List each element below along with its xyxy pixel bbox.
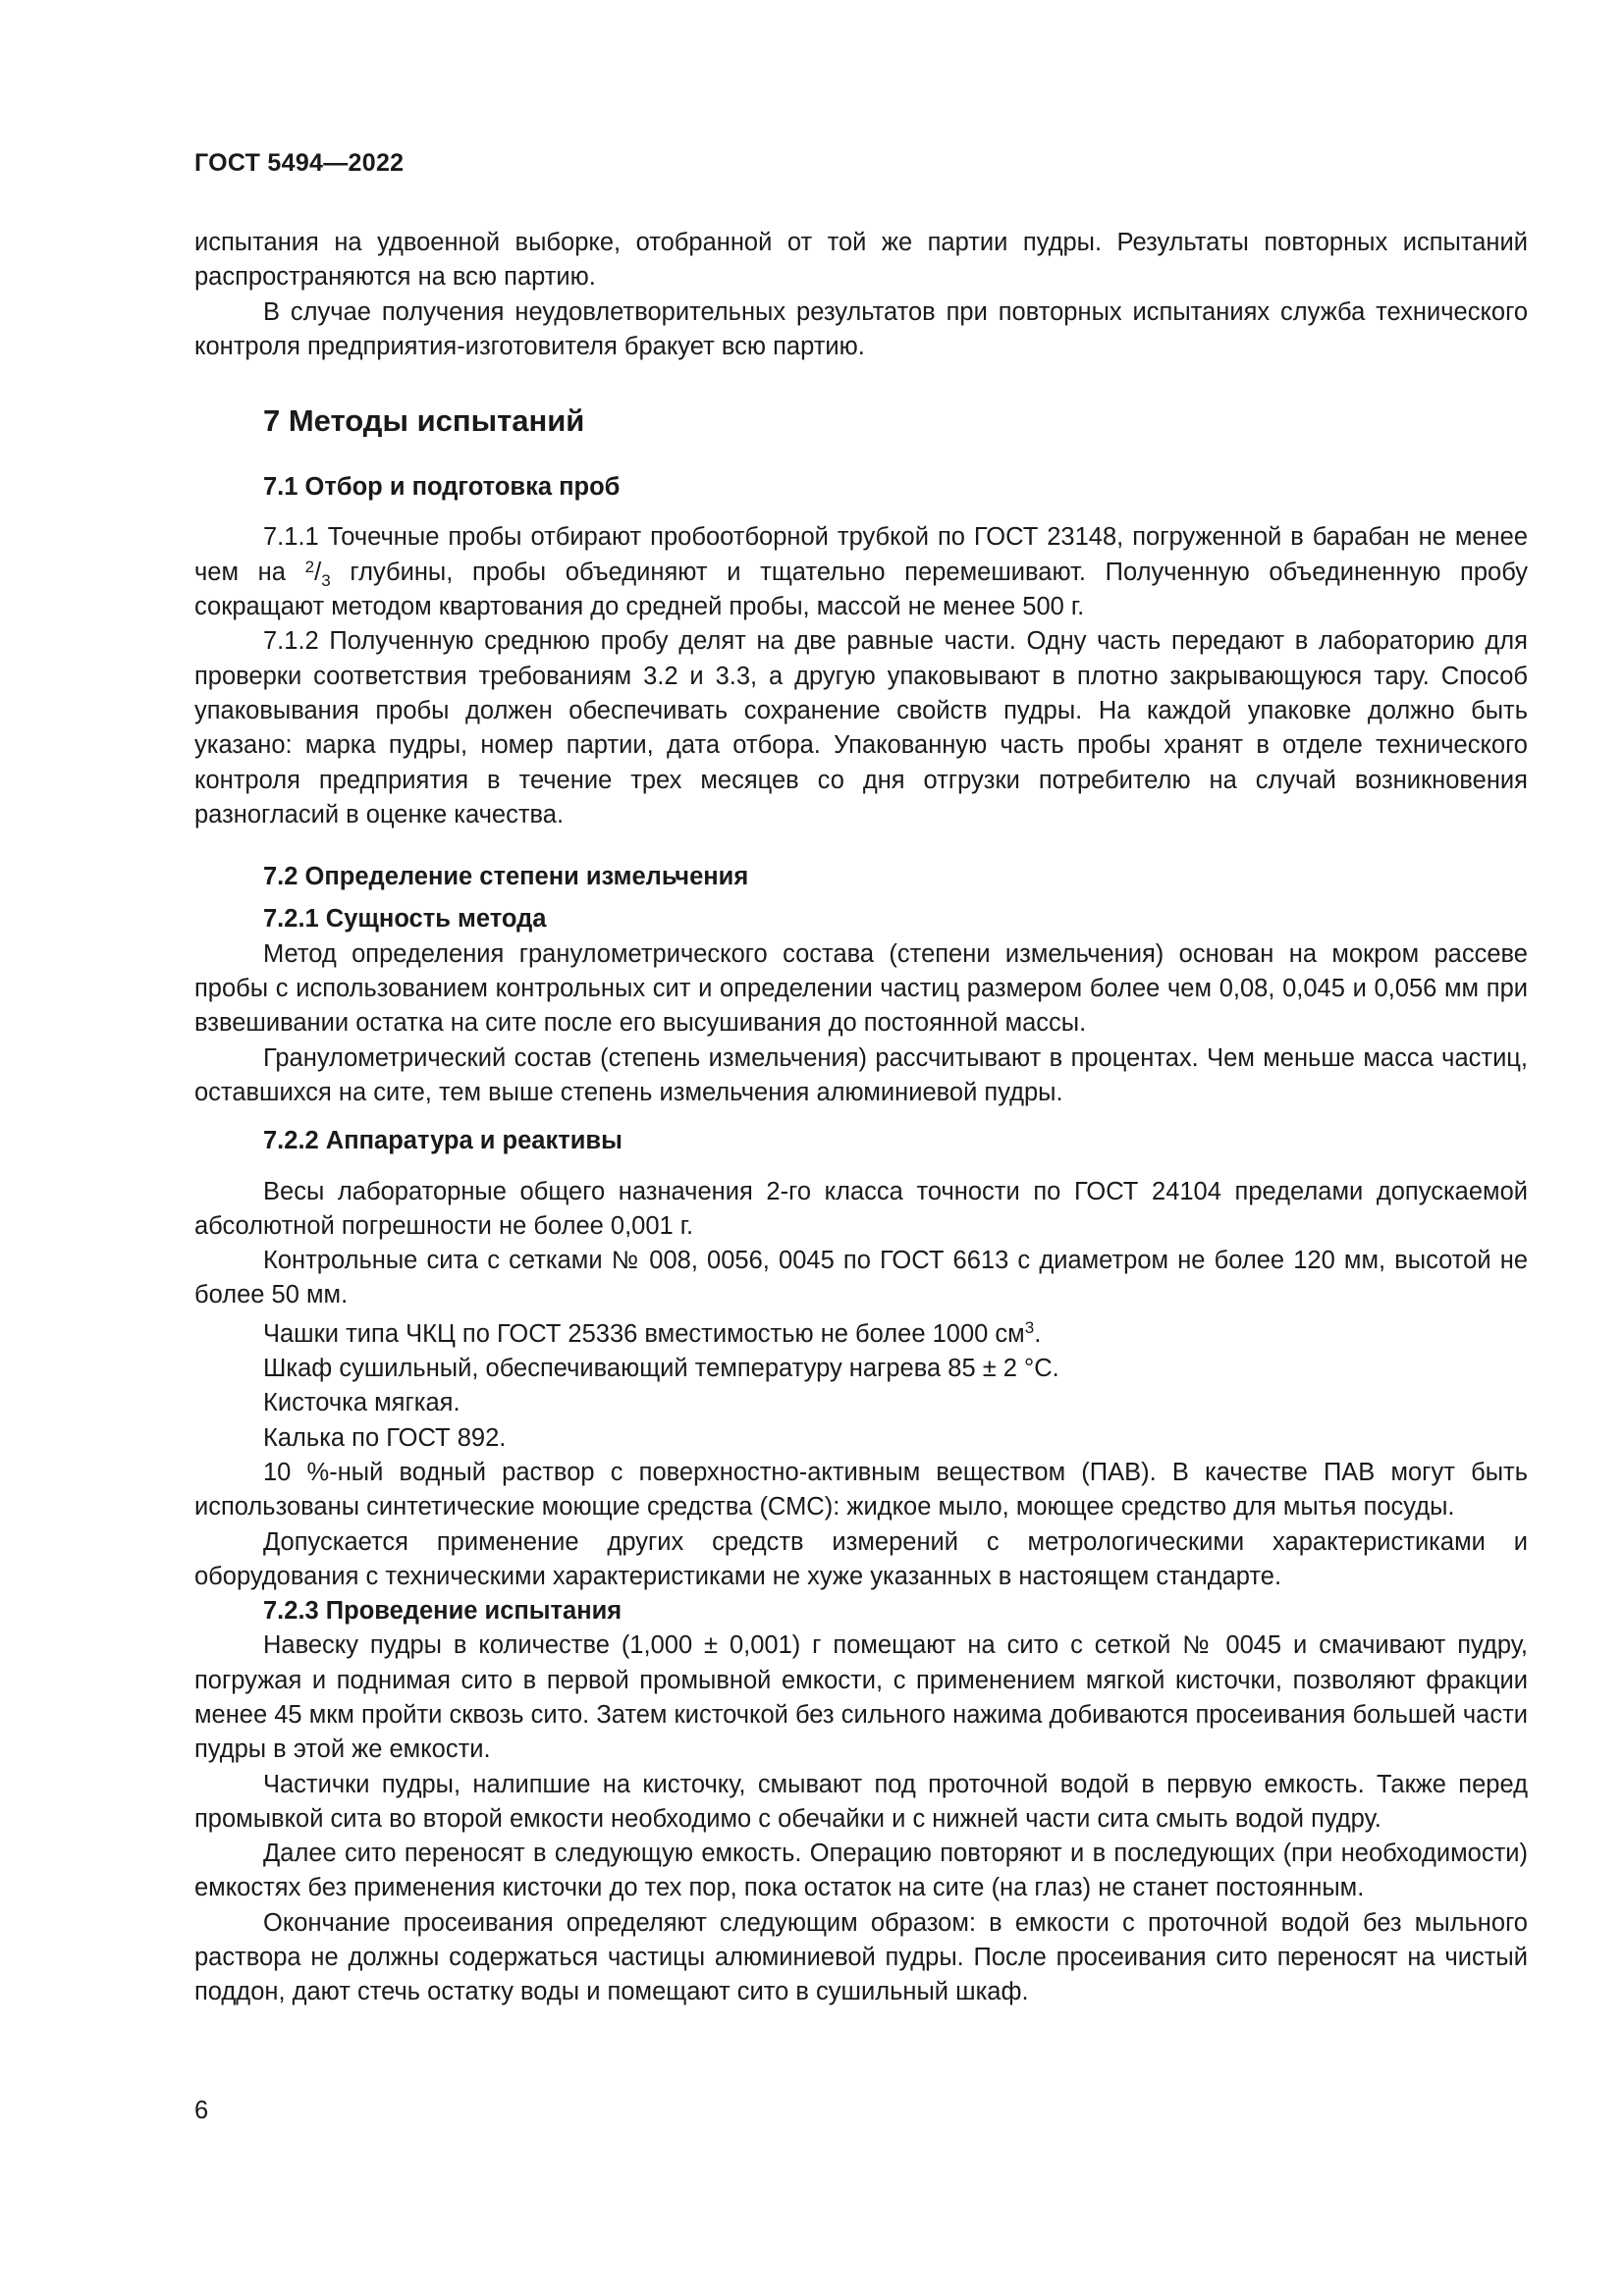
paragraph-7-1-1-end: глубины, пробы объединяют и тщательно перемешивают. Полученную объединенную пробу сокращают методом квартования до средней пробы, массой не менее 500 г. [194, 558, 1528, 621]
paragraph-7-1-1 [194, 520, 1528, 624]
paragraph-brush: Кисточка мягкая. [263, 1389, 460, 1417]
paragraph-dishes [194, 1317, 1528, 1352]
paragraph-next-vessel: Далее сито переносят в следующую емкость. Операцию повторяют и в последующих (при необходимости) емкостях без применения кисточки до тех пор, пока остаток на сите (на глаз) не станет постоянным. [194, 1840, 1528, 1902]
section-7-2-2-title: 7.2.2 Аппаратура и реактивы [263, 1127, 623, 1155]
paragraph-other-equipment: Допускается применение других средств измерений с метрологическими характеристиками и оборудования с техническими характеристиками не хуже указанных в настоящем стандарте. [194, 1527, 1528, 1590]
paragraph-dishes-text: Чашки типа ЧКЦ по ГОСТ 25336 вместимостью не более 1000 см [263, 1319, 1025, 1348]
paragraph-7-2-1-calc: Гранулометрический состав (степень измельчения) рассчитывают в процентах. Чем меньше масса частиц, оставшихся на сите, тем выше степень измельчения алюминиевой пудры. [194, 1043, 1528, 1106]
section-7-1-title: 7.1 Отбор и подготовка проб [263, 473, 621, 502]
page-number: 6 [194, 2097, 209, 2124]
paragraph-sieving-end: Окончание просеивания определяют следующим образом: в емкости с проточной водой без мыльного раствора не должны содержаться частицы алюминиевой пудры. После просеивания сито переносят на чистый поддон, дают стечь остатку воды и помещают сито в сушильный шкаф. [194, 1908, 1528, 2006]
paragraph-tracing-paper: Калька по ГОСТ 892. [263, 1423, 507, 1452]
fraction-denominator: 3 [321, 570, 331, 590]
paragraph-7-1-2: 7.1.2 Полученную среднюю пробу делят на две равные части. Одну часть передают в лабораторию для проверки соответствия требованиям 3.2 и 3.3, а другую упаковывают в плотно закрывающуюся тару. Способ упаковывания пробы должен обеспечивать сохранение свойств пудры. На каждой упаковке должно быть указано: марка пудры, номер партии, дата отбора. Упакованную часть пробы хранят в отделе технического контроля предприятия в течение трех месяцев со дня отгрузки потребителю на случай возникновения разногласий в оценке качества. [194, 627, 1528, 828]
paragraph-7-1-1-start: 7.1.1 Точечные пробы отбирают пробоотборной трубкой по ГОСТ 23148, погруженной в барабан не менее чем на [194, 523, 1528, 586]
document-body [194, 226, 1528, 2010]
paragraph-continuation: испытания на удвоенной выборке, отобранной от той же партии пудры. Результаты повторных испытаний распространяются на всю партию. [194, 229, 1528, 292]
section-7-2-title: 7.2 Определение степени измельчения [263, 863, 749, 891]
paragraph-oven: Шкаф сушильный, обеспечивающий температуру нагрева 85 ± 2 °С. [263, 1355, 1059, 1383]
section-7-2-1-title: 7.2.1 Сущность метода [263, 905, 547, 934]
paragraph-7-2-1-method: Метод определения гранулометрического состава (степени измельчения) основан на мокром рассеве пробы с использованием контрольных сит и определении частиц размером более чем 0,08, 0,045 и 0,056 мм при взвешивании остатка на сите после его высушивания до постоянной массы. [194, 939, 1528, 1038]
paragraph-surfactant: 10 %-ный водный раствор с поверхностно-активным веществом (ПАВ). В качестве ПАВ могут быть использованы синтетические моющие средства (СМС): жидкое мыло, моющее средство для мытья посуды. [194, 1458, 1528, 1522]
paragraph-test-procedure: Навеску пудры в количестве (1,000 ± 0,001) г помещают на сито с сеткой № 0045 и смачивают пудру, погружая и поднимая сито в первой промывной емкости, с применением мягкой кисточки, позволяют фракции менее 45 мкм пройти сквозь сито. Затем кисточкой без сильного нажима добиваются просеивания большей части пудры в этой же емкости. [194, 1631, 1528, 1764]
paragraph-rejection: В случае получения неудовлетворительных результатов при повторных испытаниях служба технического контроля предприятия-изготовителя бракует всю партию. [194, 297, 1528, 360]
fraction-slash: / [314, 558, 322, 586]
paragraph-brush-rinse: Частички пудры, налипшие на кисточку, смывают под проточной водой в первую емкость. Также перед промывкой сита во второй емкости необходимо с обечайки и с нижней части сита смыть водой пудру. [194, 1770, 1528, 1833]
cubic-superscript: 3 [1024, 1317, 1035, 1337]
document-header: ГОСТ 5494—2022 [194, 149, 405, 177]
fraction-numerator: 2 [304, 557, 315, 576]
paragraph-dishes-end: . [1034, 1319, 1042, 1348]
paragraph-scales: Весы лабораторные общего назначения 2-го класса точности по ГОСТ 24104 пределами допускаемой абсолютной погрешности не более 0,001 г. [194, 1177, 1528, 1240]
section-7-2-3-title: 7.2.3 Проведение испытания [263, 1597, 623, 1626]
paragraph-sieves: Контрольные сита с сетками № 008, 0056, 0045 по ГОСТ 6613 с диаметром не более 120 мм, высотой не более 50 мм. [194, 1247, 1528, 1309]
section-7-title: 7 Методы испытаний [263, 403, 585, 439]
